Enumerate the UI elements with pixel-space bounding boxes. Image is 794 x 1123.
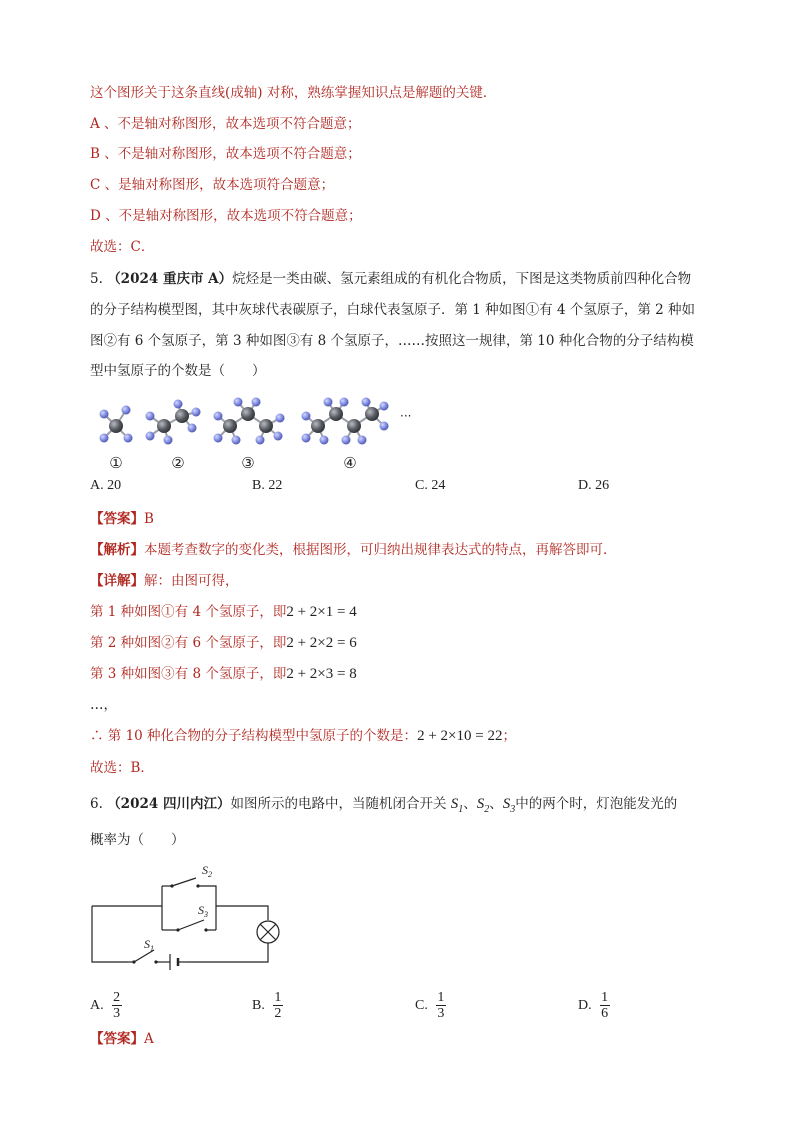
switch-s3-symbol: $S_3$ — [502, 796, 516, 815]
switch-s2-symbol: $S_2$ — [476, 796, 490, 815]
option-c-judgement: C 、是轴对称图形，故本选项符合题意； — [90, 177, 335, 193]
molecule-figure — [90, 394, 430, 474]
q5-source: （2024 重庆市 A） — [107, 271, 233, 287]
q6-line-1 — [90, 795, 677, 819]
q5-dots: …， — [90, 697, 117, 713]
circuit-diagram — [88, 860, 288, 972]
q5-reason-2 — [90, 634, 357, 652]
figure-label-4: ④ — [343, 454, 357, 472]
q6-text: 如图所示的电路中，当随机闭合开关 — [230, 796, 447, 812]
q5-line-1 — [90, 270, 691, 288]
reason-text: 第 2 种如图②有 6 个氢原子，即 — [90, 635, 287, 651]
option-letter: C. — [415, 997, 428, 1013]
q5-choice: 故选：B． — [90, 760, 154, 776]
q5-option-b[interactable]: B. 22 — [252, 478, 283, 493]
q5-number: 5. — [90, 271, 103, 287]
reason-text: 第 3 种如图③有 8 个氢原子，即 — [90, 666, 287, 682]
q5-detail — [90, 572, 239, 590]
fraction: $\frac{1}{3}$ — [437, 990, 445, 1021]
q6-line-2: 概率为（ ） — [90, 832, 185, 848]
q5-option-d[interactable]: D. 26 — [578, 478, 610, 493]
answer-value: A — [144, 1031, 154, 1047]
detail-tag: 【详解】 — [90, 573, 144, 589]
fraction: $\frac{1}{2}$ — [274, 990, 282, 1021]
figure-label-1: ① — [109, 454, 123, 472]
choice-line: 故选：C． — [90, 239, 155, 255]
answer-value: B — [144, 511, 154, 527]
reason-math: 2 + 2×2 = 6 — [286, 635, 357, 651]
reason-math: 2 + 2×3 = 8 — [286, 666, 357, 682]
separator: 、 — [489, 796, 503, 812]
q6-text-end: 中的两个时，灯泡能发光的 — [515, 796, 678, 812]
q5-option-a[interactable]: A. 20 — [90, 478, 122, 493]
figure-label-2: ② — [171, 454, 185, 472]
q6-option-a[interactable] — [90, 990, 122, 1021]
q5-reason-3 — [90, 665, 357, 683]
option-a-judgement: A 、不是轴对称图形，故本选项不符合题意； — [90, 116, 361, 132]
answer-tag: 【答案】 — [90, 511, 144, 527]
q6-source: （2024 四川内江） — [107, 796, 231, 812]
analysis-tag: 【解析】 — [90, 542, 144, 558]
switch-s1-label: $S_1$ — [144, 937, 154, 953]
q6-options — [90, 990, 740, 1026]
conclusion-text: ∴ 第 10 种化合物的分子结构模型中氢原子的个数是： — [90, 728, 418, 744]
figure-label-3: ③ — [241, 454, 255, 472]
reason-text: 第 1 种如图①有 4 个氢原子，即 — [90, 604, 287, 620]
analysis-text: 本题考查数字的变化类，根据图形，可归纳出规律表达式的特点，再解答即可． — [144, 542, 617, 558]
fraction: $\frac{1}{6}$ — [601, 990, 609, 1021]
option-b-judgement: B 、不是轴对称图形，故本选项不符合题意； — [90, 146, 361, 162]
switch-s2-label: $S_2$ — [202, 863, 212, 879]
conclusion-math: 2 + 2×10 = 22 — [417, 728, 503, 744]
q5-analysis — [90, 541, 617, 559]
explanation-line: 这个图形关于这条直线(成轴) 对称，熟练掌握知识点是解题的关键． — [90, 85, 497, 101]
q5-line-3: 图②有 6 个氢原子，第 3 种如图③有 8 个氢原子，……按照这一规律，第 10 种化合物的分子结构模 — [90, 333, 694, 349]
q6-option-d[interactable] — [578, 990, 610, 1021]
q5-reason-1 — [90, 603, 357, 621]
q5-option-c[interactable]: C. 24 — [415, 478, 446, 493]
option-letter: B. — [252, 997, 265, 1013]
option-letter: A. — [90, 997, 104, 1013]
fraction: $\frac{2}{3}$ — [113, 990, 121, 1021]
separator: 、 — [463, 796, 477, 812]
q5-line-4: 型中氢原子的个数是（ ） — [90, 363, 266, 379]
q6-option-b[interactable] — [252, 990, 283, 1021]
molecule-ellipsis: ··· — [400, 409, 412, 423]
q5-answer — [90, 510, 154, 528]
q5-text: 烷烃是一类由碳、氢元素组成的有机化合物质，下图是这类物质前四种化合物 — [232, 271, 692, 287]
switch-s3-label: $S_3$ — [198, 903, 208, 919]
q6-answer — [90, 1030, 154, 1048]
conclusion-end: ； — [502, 728, 516, 744]
detail-text: 解：由图可得， — [144, 573, 239, 589]
option-d-judgement: D 、不是轴对称图形，故本选项不符合题意； — [90, 208, 362, 224]
q6-number: 6. — [90, 796, 103, 812]
q6-option-c[interactable] — [415, 990, 446, 1021]
reason-math: 2 + 2×1 = 4 — [286, 604, 357, 620]
q5-options — [90, 478, 740, 498]
q5-line-2: 的分子结构模型图，其中灰球代表碳原子，白球代表氢原子．第 1 种如图①有 4 个氢原子，第 2 种如 — [90, 302, 696, 318]
q5-conclusion — [90, 727, 516, 745]
answer-tag: 【答案】 — [90, 1031, 144, 1047]
switch-s1-symbol: $S_1$ — [450, 796, 464, 815]
option-letter: D. — [578, 997, 592, 1013]
